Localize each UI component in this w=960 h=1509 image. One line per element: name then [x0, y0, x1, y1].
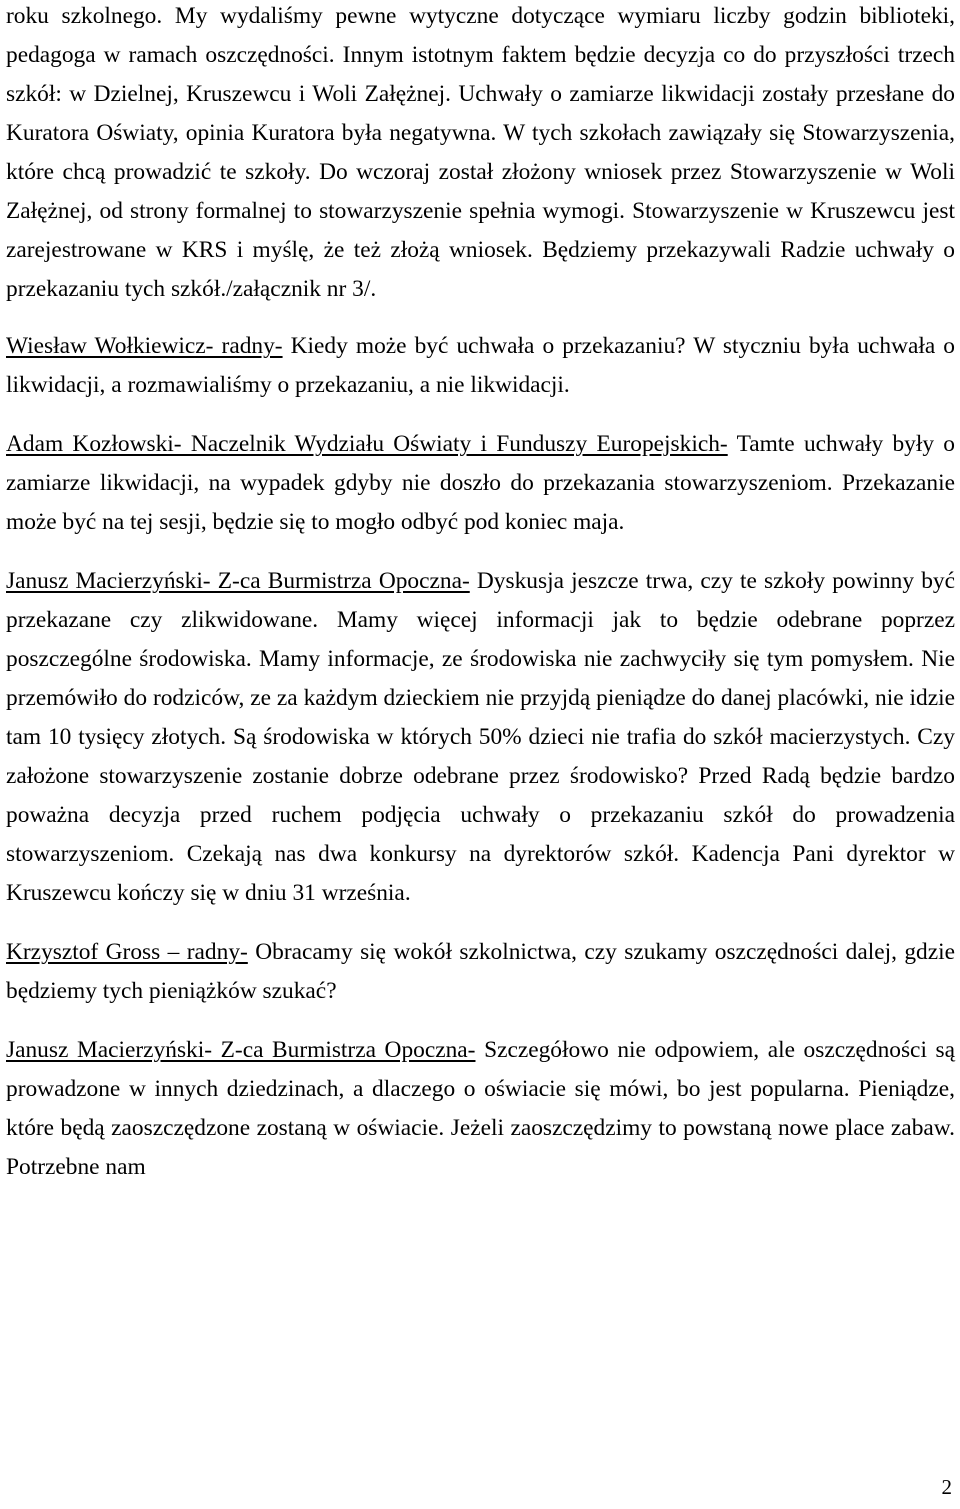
paragraph-wolkiewicz	[6, 327, 955, 405]
paragraph-macierzynski-1	[6, 562, 955, 913]
speaker-name: Wiesław Wołkiewicz- radny-	[6, 333, 283, 359]
speaker-name: Adam Kozłowski- Naczelnik Wydziału Oświaty i Funduszy Europejskich-	[6, 431, 728, 457]
document-page	[6, 0, 955, 1207]
paragraph-gross	[6, 933, 955, 1011]
paragraph-text: Dyskusja jeszcze trwa, czy te szkoły powinny być przekazane czy zlikwidowane. Mamy więcej informacji jak to będzie odebrane poprzez poszczególne środowiska. Mamy informacje, ze środowiska nie zachwyciły się tym pomysłem. Nie przemówiło do rodziców, ze za każdym dzieckiem nie przyjdą pieniądze do danej placówki, nie idzie tam 10 tysięcy złotych. Są środowiska w których 50% dzieci nie trafia do szkół macierzystych. Czy założone stowarzyszenie zostanie dobrze odebrane przez środowisko? Przed Radą będzie bardzo poważna decyzja przed ruchem podjęcia uchwały o przekazaniu szkół do prowadzenia stowarzyszeniom. Czekają nas dwa konkursy na dyrektorów szkół. Kadencja Pani dyrektor w Kruszewcu kończy się w dniu 31 września.	[6, 568, 955, 906]
paragraph-kozlowski	[6, 425, 955, 542]
speaker-name: Janusz Macierzyński- Z-ca Burmistrza Opoczna-	[6, 568, 470, 594]
paragraph-macierzynski-2	[6, 1031, 955, 1187]
speaker-name: Krzysztof Gross – radny-	[6, 939, 248, 965]
paragraph-text: Tamte uchwały były o zamiarze likwidacji, na wypadek gdyby nie doszło do przekazania stowarzyszeniom. Przekazanie może być na tej sesji, będzie się to mogło odbyć pod koniec maja.	[6, 431, 955, 535]
paragraph-text: Szczegółowo nie odpowiem, ale oszczędności są prowadzone w innych dziedzinach, a dlaczego o oświacie się mówi, bo jest popularna. Pieniądze, które będą zaoszczędzone zostaną w oświacie. Jeżeli zaoszczędzimy to powstaną nowe place zabaw. Potrzebne nam	[6, 1037, 956, 1180]
paragraph-text: Kiedy może być uchwała o przekazaniu? W styczniu była uchwała o likwidacji, a rozmawialiśmy o przekazaniu, a nie likwidacji.	[6, 333, 955, 398]
page-number: 2	[941, 1475, 952, 1499]
paragraph-text: roku szkolnego. My wydaliśmy pewne wytyczne dotyczące wymiaru liczby godzin biblioteki, pedagoga w ramach oszczędności. Innym istotnym faktem będzie decyzja co do przyszłości trzech szkół: w Dzielnej, Kruszewcu i Woli Załężnej. Uchwały o zamiarze likwidacji zostały przesłane do Kuratora Oświaty, opinia Kuratora była negatywna. W tych szkołach zawiązały się Stowarzyszenia, które chcą prowadzić te szkoły. Do wczoraj został złożony wniosek przez Stowarzyszenie w Woli Załężnej, od strony formalnej to stowarzyszenie spełnia wymogi. Stowarzyszenie w Kruszewcu jest zarejestrowane w KRS i myślę, że też złożą wniosek. Będziemy przekazywali Radzie uchwały o przekazaniu tych szkół./załącznik nr 3/.	[6, 3, 955, 302]
paragraph-text: Obracamy się wokół szkolnictwa, czy szukamy oszczędności dalej, gdzie będziemy tych pieniążków szukać?	[6, 939, 955, 1004]
paragraph-intro	[6, 0, 955, 309]
speaker-name: Janusz Macierzyński- Z-ca Burmistrza Opoczna-	[6, 1037, 476, 1063]
